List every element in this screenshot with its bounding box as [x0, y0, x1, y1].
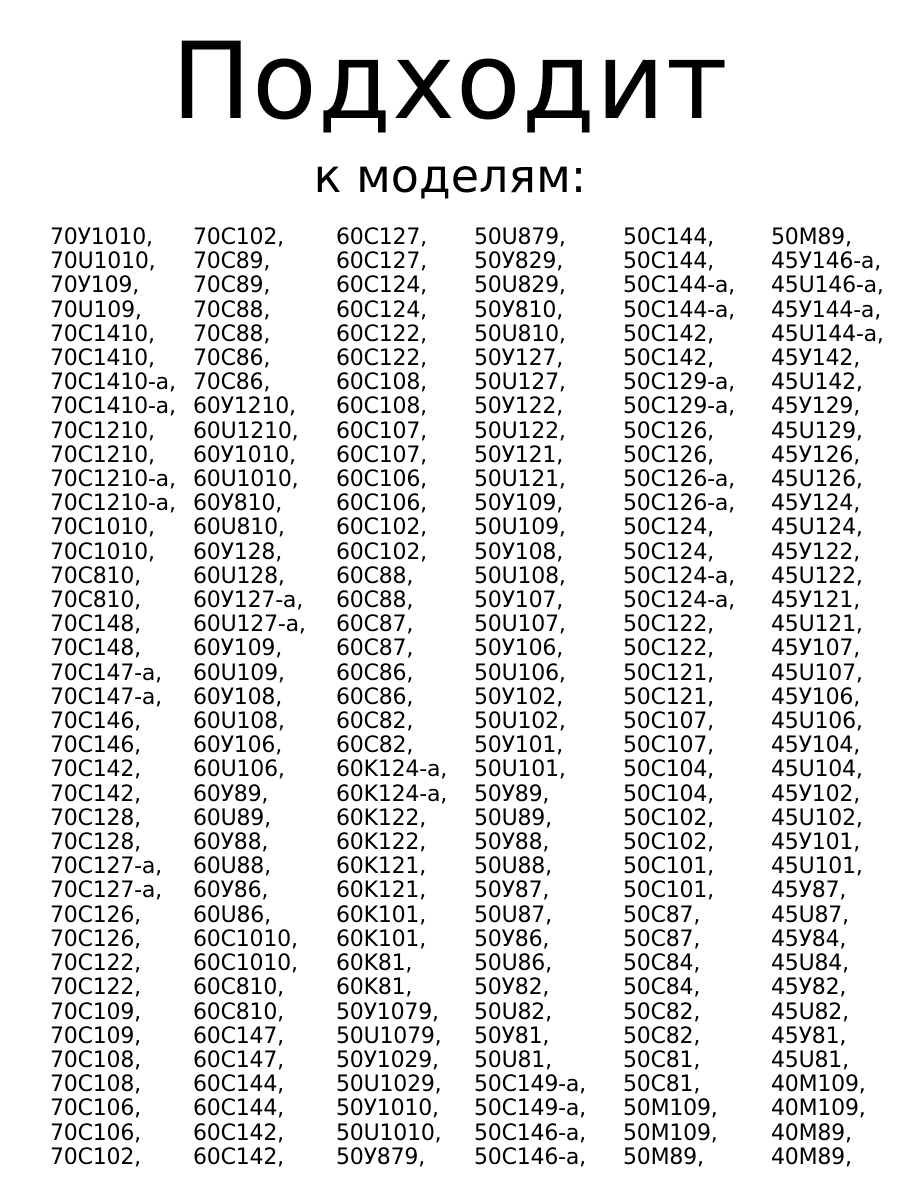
model-item: 50U829, — [474, 273, 566, 299]
model-item: 50C126-a, — [623, 491, 735, 517]
model-item: 50U107, — [474, 612, 566, 638]
model-item: 50C144, — [623, 249, 714, 275]
model-item: 45U102, — [771, 805, 863, 831]
model-item: 60K81, — [336, 975, 413, 1001]
model-item: 50C142, — [623, 346, 714, 372]
model-item: 50C124, — [623, 539, 714, 565]
model-item: 50C122, — [623, 612, 714, 638]
model-item: 70C128, — [50, 830, 141, 856]
model-item: 50U879, — [474, 225, 566, 250]
model-item: 70C126, — [50, 926, 141, 952]
model-item: 70U109, — [50, 297, 142, 323]
model-item: 70У109, — [50, 273, 139, 299]
model-item: 45У126, — [771, 442, 860, 468]
model-columns — [0, 226, 900, 1176]
model-column-5 — [623, 226, 735, 1170]
model-item: 50U88, — [474, 854, 552, 880]
model-item: 50C82, — [623, 1023, 701, 1049]
model-item: 50C101, — [623, 854, 714, 880]
model-item: 50U109, — [474, 515, 566, 541]
model-item: 45У146-a, — [771, 249, 882, 275]
model-item: 50C81, — [623, 1047, 701, 1073]
model-item: 60U1010, — [193, 467, 299, 493]
model-item: 45U124, — [771, 515, 863, 541]
model-item: 45U82, — [771, 999, 849, 1025]
model-item: 60C86, — [336, 684, 414, 710]
model-item: 45У82, — [771, 975, 847, 1001]
model-item: 70C106, — [50, 1096, 141, 1122]
model-item: 50M89, — [771, 225, 852, 250]
model-item: 50У106, — [474, 636, 563, 662]
model-item: 50У101, — [474, 733, 563, 759]
model-item: 50U106, — [474, 660, 566, 686]
model-item: 60C127, — [336, 249, 427, 275]
model-item: 50У1029, — [336, 1047, 439, 1073]
model-item: 50У122, — [474, 394, 563, 420]
model-item: 60У128, — [193, 539, 282, 565]
model-item: 45U104, — [771, 757, 863, 783]
model-item: 50C142, — [623, 321, 714, 347]
model-item: 60C82, — [336, 709, 414, 735]
model-item: 45U142, — [771, 370, 863, 396]
model-item: 60C144, — [193, 1096, 284, 1122]
model-item: 50C126, — [623, 418, 714, 444]
model-item: 45У121, — [771, 588, 860, 614]
model-item: 70C109, — [50, 999, 141, 1025]
model-item: 50C144, — [623, 225, 714, 250]
model-item: 50C146-a, — [474, 1144, 586, 1170]
page-title: Подходит — [171, 20, 729, 143]
model-item: 50U86, — [474, 951, 552, 977]
model-item: 70C106, — [50, 1120, 141, 1146]
model-item: 70C148, — [50, 612, 141, 638]
model-item: 60K122, — [336, 830, 427, 856]
model-item: 70C89, — [193, 249, 271, 275]
model-item: 60У106, — [193, 733, 282, 759]
model-item: 50M109, — [623, 1120, 718, 1146]
model-item: 70C109, — [50, 1023, 141, 1049]
model-item: 50C146-a, — [474, 1120, 586, 1146]
model-item: 50C107, — [623, 709, 714, 735]
model-item: 50C126-a, — [623, 467, 735, 493]
model-item: 45У107, — [771, 636, 860, 662]
model-item: 60K121, — [336, 854, 427, 880]
model-item: 70C142, — [50, 757, 141, 783]
model-item: 50C124, — [623, 515, 714, 541]
model-item: 60У810, — [193, 491, 282, 517]
model-item: 50C149-a, — [474, 1096, 586, 1122]
model-item: 50C101, — [623, 878, 714, 904]
model-item: 45У124, — [771, 491, 860, 517]
model-item: 45U126, — [771, 467, 863, 493]
model-item: 50У102, — [474, 684, 563, 710]
model-item: 50M109, — [623, 1096, 718, 1122]
model-column-4 — [474, 226, 586, 1170]
model-item: 70У1010, — [50, 225, 153, 250]
model-item: 50C121, — [623, 660, 714, 686]
model-item: 60U127-a, — [193, 612, 306, 638]
model-item: 60У89, — [193, 781, 269, 807]
model-item: 50U1010, — [336, 1120, 442, 1146]
model-item: 70C1210, — [50, 442, 155, 468]
model-item: 70C810, — [50, 588, 141, 614]
model-item: 60У88, — [193, 830, 269, 856]
model-item: 50У82, — [474, 975, 550, 1001]
model-item: 50C144-a, — [623, 273, 735, 299]
model-item: 50U1079, — [336, 1023, 442, 1049]
model-item: 70C148, — [50, 636, 141, 662]
model-item: 60U89, — [193, 805, 271, 831]
model-item: 60C124, — [336, 297, 427, 323]
model-item: 50U87, — [474, 902, 552, 928]
model-item: 50U122, — [474, 418, 566, 444]
model-item: 45У122, — [771, 539, 860, 565]
model-item: 45У129, — [771, 394, 860, 420]
model-item: 45У104, — [771, 733, 860, 759]
model-item: 60U108, — [193, 709, 285, 735]
model-item: 45У106, — [771, 684, 860, 710]
model-item: 50C102, — [623, 830, 714, 856]
model-item: 60C810, — [193, 975, 284, 1001]
model-item: 60У1210, — [193, 394, 296, 420]
model-item: 60У127-a, — [193, 588, 304, 614]
model-item: 70C1010, — [50, 515, 155, 541]
model-item: 70C810, — [50, 563, 141, 589]
model-item: 45У84, — [771, 926, 847, 952]
model-item: 50U1029, — [336, 1072, 442, 1098]
model-item: 50C129-a, — [623, 370, 735, 396]
model-item: 45U129, — [771, 418, 863, 444]
model-item: 60K124-a, — [336, 757, 448, 783]
model-item: 50C81, — [623, 1072, 701, 1098]
model-item: 60C810, — [193, 999, 284, 1025]
model-item: 40M109, — [771, 1072, 866, 1098]
model-item: 70C1210, — [50, 418, 155, 444]
model-item: 60C87, — [336, 612, 414, 638]
model-item: 45U84, — [771, 951, 849, 977]
model-item: 70C128, — [50, 805, 141, 831]
model-item: 70C1210-a, — [50, 491, 176, 517]
model-item: 50U102, — [474, 709, 566, 735]
model-item: 50C121, — [623, 684, 714, 710]
model-item: 50U810, — [474, 321, 566, 347]
model-item: 60C106, — [336, 467, 427, 493]
model-item: 60C142, — [193, 1120, 284, 1146]
model-item: 70C147-a, — [50, 660, 162, 686]
model-item: 60У1010, — [193, 442, 296, 468]
model-item: 60C106, — [336, 491, 427, 517]
model-item: 70C89, — [193, 273, 271, 299]
model-item: 50У108, — [474, 539, 563, 565]
model-item: 60U86, — [193, 902, 271, 928]
model-item: 60У86, — [193, 878, 269, 904]
model-item: 50C126, — [623, 442, 714, 468]
model-item: 50C144-a, — [623, 297, 735, 323]
model-item: 60C87, — [336, 636, 414, 662]
model-item: 70C146, — [50, 709, 141, 735]
model-item: 50U89, — [474, 805, 552, 831]
model-item: 70C1410-a, — [50, 394, 176, 420]
model-item: 70C122, — [50, 951, 141, 977]
model-item: 50C122, — [623, 636, 714, 662]
model-item: 60K122, — [336, 805, 427, 831]
model-item: 60C86, — [336, 660, 414, 686]
model-item: 50C124-a, — [623, 588, 735, 614]
model-item: 60U109, — [193, 660, 285, 686]
model-item: 60C102, — [336, 515, 427, 541]
page-subtitle: к моделям: — [313, 149, 587, 203]
model-item: 60C88, — [336, 563, 414, 589]
model-item: 45У144-a, — [771, 297, 882, 323]
model-item: 45У81, — [771, 1023, 847, 1049]
model-item: 70C88, — [193, 297, 271, 323]
model-item: 70C86, — [193, 346, 271, 372]
model-item: 50U101, — [474, 757, 566, 783]
model-item: 70C108, — [50, 1072, 141, 1098]
model-item: 70C142, — [50, 781, 141, 807]
model-item: 45У142, — [771, 346, 860, 372]
model-item: 45U107, — [771, 660, 863, 686]
model-item: 50У87, — [474, 878, 550, 904]
model-item: 45U121, — [771, 612, 863, 638]
model-item: 70U1010, — [50, 249, 156, 275]
model-item: 60У109, — [193, 636, 282, 662]
model-item: 45У101, — [771, 830, 860, 856]
model-item: 45U81, — [771, 1047, 849, 1073]
model-item: 70C122, — [50, 975, 141, 1001]
model-item: 50U127, — [474, 370, 566, 396]
model-item: 60C1010, — [193, 926, 298, 952]
model-item: 50У121, — [474, 442, 563, 468]
model-item: 70C102, — [50, 1144, 141, 1170]
model-item: 50C102, — [623, 805, 714, 831]
model-item: 50У89, — [474, 781, 550, 807]
model-item: 50У109, — [474, 491, 563, 517]
model-item: 50U121, — [474, 467, 566, 493]
model-item: 70C1010, — [50, 539, 155, 565]
model-item: 60C142, — [193, 1144, 284, 1170]
model-item: 50C84, — [623, 951, 701, 977]
model-item: 70C1410, — [50, 321, 155, 347]
model-item: 50C84, — [623, 975, 701, 1001]
model-item: 50У1079, — [336, 999, 439, 1025]
model-item: 60C122, — [336, 321, 427, 347]
model-item: 60C147, — [193, 1023, 284, 1049]
model-item: 45U122, — [771, 563, 863, 589]
model-column-6 — [771, 226, 884, 1170]
model-column-1 — [50, 226, 176, 1170]
model-item: 60C124, — [336, 273, 427, 299]
model-item: 50M89, — [623, 1144, 704, 1170]
model-item: 50У1010, — [336, 1096, 439, 1122]
model-item: 60K101, — [336, 926, 427, 952]
model-item: 50У127, — [474, 346, 563, 372]
model-item: 50У81, — [474, 1023, 550, 1049]
model-item: 60C107, — [336, 418, 427, 444]
model-item: 60C122, — [336, 346, 427, 372]
model-item: 50У107, — [474, 588, 563, 614]
model-item: 45U146-a, — [771, 273, 884, 299]
model-item: 60U88, — [193, 854, 271, 880]
model-item: 45U106, — [771, 709, 863, 735]
model-item: 50C124-a, — [623, 563, 735, 589]
model-item: 70C146, — [50, 733, 141, 759]
model-item: 70C1410, — [50, 346, 155, 372]
model-item: 50У88, — [474, 830, 550, 856]
model-item: 50C149-a, — [474, 1072, 586, 1098]
model-item: 60K81, — [336, 951, 413, 977]
model-item: 45U87, — [771, 902, 849, 928]
model-item: 60C127, — [336, 225, 427, 250]
model-item: 60C147, — [193, 1047, 284, 1073]
model-item: 60U106, — [193, 757, 285, 783]
model-item: 60C82, — [336, 733, 414, 759]
model-item: 40M89, — [771, 1120, 852, 1146]
model-item: 70C127-a, — [50, 854, 162, 880]
model-item: 45U101, — [771, 854, 863, 880]
model-item: 45У102, — [771, 781, 860, 807]
model-item: 50U82, — [474, 999, 552, 1025]
model-item: 50У829, — [474, 249, 563, 275]
model-item: 60K101, — [336, 902, 427, 928]
model-item: 50C129-a, — [623, 394, 735, 420]
model-item: 70C1210-a, — [50, 467, 176, 493]
model-item: 70C1410-a, — [50, 370, 176, 396]
model-item: 50У86, — [474, 926, 550, 952]
model-item: 40M89, — [771, 1144, 852, 1170]
model-item: 50C87, — [623, 926, 701, 952]
model-item: 45U144-a, — [771, 321, 884, 347]
model-item: 70C102, — [193, 225, 284, 250]
model-item: 50U81, — [474, 1047, 552, 1073]
model-item: 60C107, — [336, 442, 427, 468]
model-item: 60K124-a, — [336, 781, 448, 807]
model-item: 70C86, — [193, 370, 271, 396]
model-item: 60U810, — [193, 515, 285, 541]
model-item: 70C127-a, — [50, 878, 162, 904]
model-item: 50C107, — [623, 733, 714, 759]
model-item: 50U108, — [474, 563, 566, 589]
model-column-2 — [193, 226, 306, 1170]
model-item: 45У87, — [771, 878, 847, 904]
model-item: 70C126, — [50, 902, 141, 928]
model-item: 70C88, — [193, 321, 271, 347]
model-item: 60K121, — [336, 878, 427, 904]
model-item: 70C147-a, — [50, 684, 162, 710]
model-item: 60C1010, — [193, 951, 298, 977]
model-item: 50У810, — [474, 297, 563, 323]
model-item: 60C108, — [336, 394, 427, 420]
model-item: 50C104, — [623, 781, 714, 807]
model-item: 50У879, — [336, 1144, 425, 1170]
model-item: 50C104, — [623, 757, 714, 783]
model-item: 60C88, — [336, 588, 414, 614]
model-item: 60C102, — [336, 539, 427, 565]
model-item: 50C82, — [623, 999, 701, 1025]
model-item: 60C144, — [193, 1072, 284, 1098]
model-item: 60U128, — [193, 563, 285, 589]
model-item: 70C108, — [50, 1047, 141, 1073]
model-item: 60C108, — [336, 370, 427, 396]
model-column-3 — [336, 226, 447, 1170]
model-item: 60U1210, — [193, 418, 299, 444]
model-item: 60У108, — [193, 684, 282, 710]
model-item: 50C87, — [623, 902, 701, 928]
model-item: 40M109, — [771, 1096, 866, 1122]
